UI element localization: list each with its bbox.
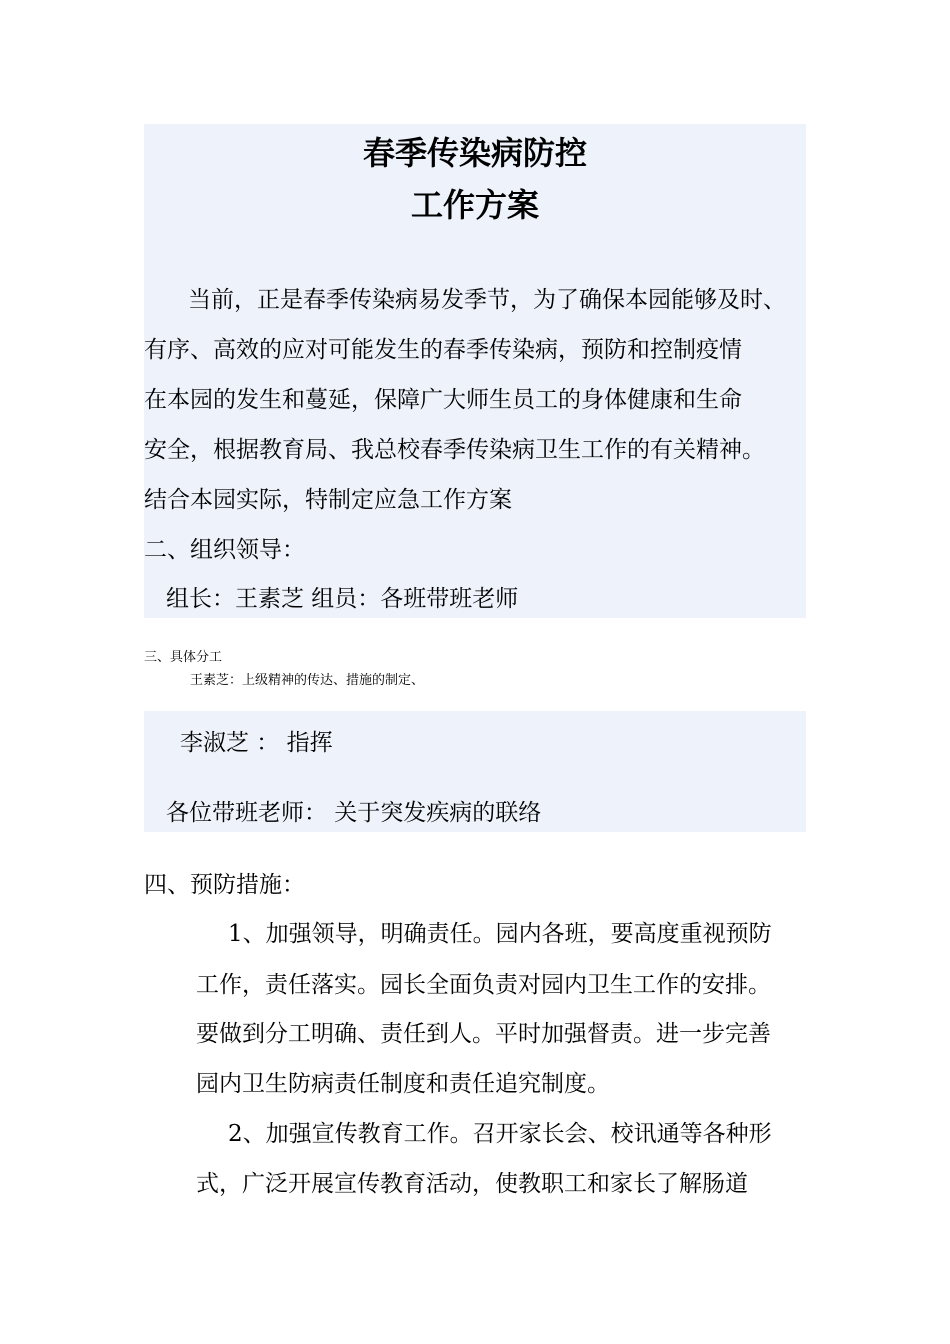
document-title-line-2: 工作方案	[410, 186, 539, 224]
intro-line-5: 结合本园实际，特制定应急工作方案	[144, 487, 512, 513]
measure-1-line-2: 工作，责任落实。园长全面负责对园内卫生工作的安排。	[196, 972, 771, 998]
duty-line-2: 李淑芝 ： 指挥	[180, 730, 333, 756]
measure-2-line-2: 式，广泛开展宣传教育活动，使教职工和家长了解肠道	[196, 1171, 748, 1197]
intro-line-1: 当前，正是春季传染病易发季节，为了确保本园能够及时、	[188, 287, 786, 313]
measure-1-line-4: 园内卫生防病责任制度和责任追究制度。	[196, 1071, 610, 1097]
measure-2-line-1: 2、加强宣传教育工作。召开家长会、校讯通等各种形	[228, 1121, 772, 1147]
measure-1-line-3: 要做到分工明确、责任到人。平时加强督责。进一步完善	[196, 1021, 771, 1047]
intro-line-2: 有序、高效的应对可能发生的春季传染病，预防和控制疫情	[144, 337, 742, 363]
section-3-heading: 三、具体分工	[144, 650, 223, 665]
duty-line-3: 各位带班老师： 关于突发疾病的联络	[166, 800, 542, 826]
measure-1-line-1: 1、加强领导，明确责任。园内各班，要高度重视预防	[228, 921, 772, 947]
duty-line-1: 王素芝：上级精神的传达、措施的制定、	[190, 673, 425, 688]
intro-line-3: 在本园的发生和蔓延，保障广大师生员工的身体健康和生命	[144, 387, 742, 413]
section-4-heading: 四、预防措施：	[144, 872, 305, 898]
organization-members: 组长：王素芝 组员：各班带班老师	[166, 586, 519, 612]
section-2-heading: 二、组织领导：	[144, 537, 305, 563]
intro-line-4: 安全，根据教育局、我总校春季传染病卫生工作的有关精神。	[144, 437, 765, 463]
document-title-line-1: 春季传染病防控	[362, 134, 587, 172]
